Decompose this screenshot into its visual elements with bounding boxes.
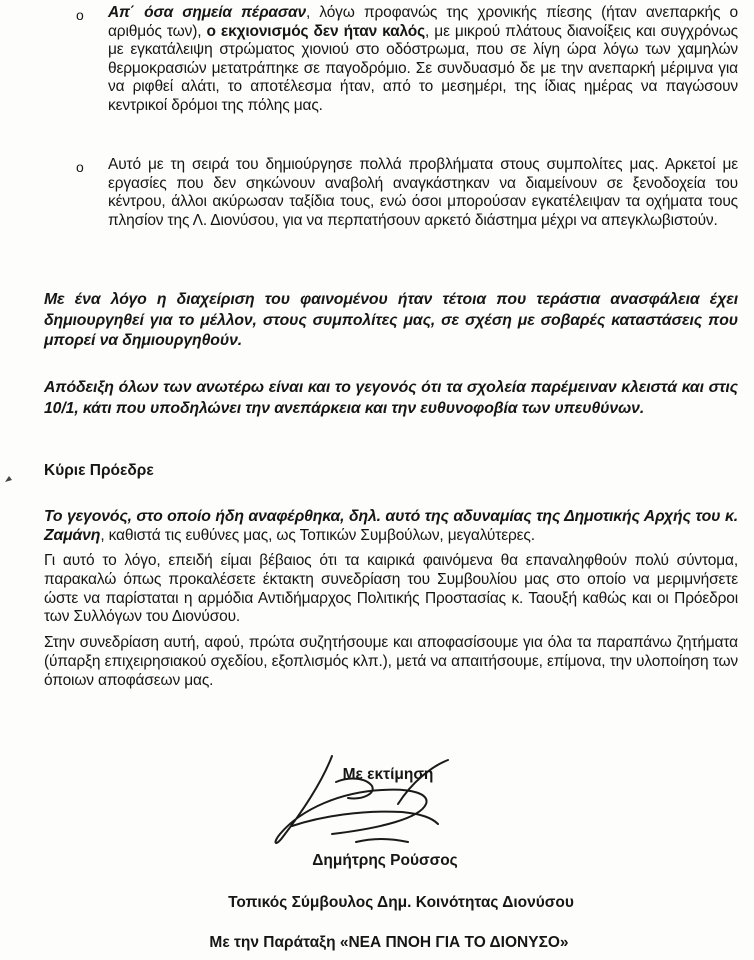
closing-paragraph-request: Γι αυτό το λόγο, επειδή είμαι βέβαιος ότι τα καιρικά φαινόμενα θα επαναληφθούν πολύ σύντομα, παρακαλώ όπως προκαλέσετε έκτακτη συνεδρίαση του Συμβουλίου μας στο οποίο να μεριμνήσετε ώστε να παρίσταται η αρμόδια Αντιδήμαρχος Πολιτικής Προστασίας κ. Ταουξή καθώς και οι Πρόεδροι των Συλλόγων του Διονύσου. xyxy=(44,552,738,626)
signer-faction: Με την Παράταξη «ΝΕΑ ΠΝΟΗ ΓΙΑ ΤΟ ΔΙΟΝΥΣΟ» xyxy=(209,934,569,951)
closing-bold: Το γεγονός, στο οποίο ήδη αναφέρθηκα, δηλ. αυτό της αδυναμίας της Δημοτικής Αρχής του κ. Ζαμάνη xyxy=(44,508,738,544)
bullet-marker: o xyxy=(76,7,84,23)
bullet-item-problems: Αυτό με τη σειρά του δημιούργησε πολλά προβλήματα στους συμπολίτες μας. Αρκετοί με εργασίες που δεν σηκώνουν αναβολή αναγκάστηκαν να διαμείνουν σε ξενοδοχεία του κέντρου, άλλοι ακύρωσαν ταξίδια τους, ενώ όσοι μπορούσαν εγκατέλειψαν τα οχήματα τους πλησίον της Λ. Διονύσου, για να περπατήσουν αρκετό διάστημα μέχρι να απεγκλωβιστούν. xyxy=(108,156,738,229)
bullet-mid-bold: ο εκχιονισμός δεν ήταν καλός xyxy=(206,22,426,40)
closing-text: , καθιστά τις ευθύνες μας, ως Τοπικών Συμβούλων, μεγαλύτερες. xyxy=(100,526,535,544)
margin-mark xyxy=(4,474,14,484)
bullet-text: , λόγω προφανώς της χρονικής πίεσης (ήταν ανεπαρκής ο αριθμός των), xyxy=(108,4,738,40)
paragraph-schools: Απόδειξη όλων των ανωτέρω είναι και το γεγονός ότι τα σχολεία παρέμειναν κλειστά και στις 10/1, κάτι που υποδηλώνει την ανεπάρκεια και την ευθυνοφοβία των υπευθύνων. xyxy=(44,379,738,417)
signer-name: Δημήτρης Ρούσσος xyxy=(312,852,458,869)
salutation: Κύριε Πρόεδρε xyxy=(44,462,154,479)
paragraph-safety: Με ένα λόγο η διαχείριση του φαινομένου ήταν τέτοια που τεράστια ανασφάλεια έχει δημιουργηθεί για το μέλλον, στους συμπολίτες μας, σε σχέση με σοβαρές καταστάσεις που μπορεί να δημιουργηθούν. xyxy=(44,291,738,349)
signer-title: Τοπικός Σύμβουλος Δημ. Κοινότητας Διονύσου xyxy=(228,894,574,911)
handwritten-signature xyxy=(262,742,462,852)
bullet-marker: o xyxy=(76,159,84,175)
closing-paragraph-meeting: Στην συνεδρίαση αυτή, αφού, πρώτα συζητήσουμε και αποφασίσουμε για όλα τα παραπάνω ζητήματα (ύπαρξη επιχειρησιακού σχεδίου, εξοπλισμός κλπ.), μετά να απαιτήσουμε, επίμονα, την υλοποίηση των όποιων αποφάσεων μας. xyxy=(44,634,738,689)
sign-off: Με εκτίμηση xyxy=(342,766,434,783)
bullet-item-snow-clearing xyxy=(108,4,738,116)
closing-paragraph-responsibility xyxy=(44,508,738,546)
bullet-lead-bold: Απ΄ όσα σημεία πέρασαν xyxy=(108,4,306,21)
bullet-text: , με μικρού πλάτους διανοίξεις και συγχρόνως με εγκατάλειψη στρώματος χιονιού στο οδόστρωμα, που σε λίγη ώρα λόγω των χαμηλών θερμοκρασιών μετατράπηκε σε παγοδρόμιο. Σε συνδυασμό δε με την ανεπαρκή μέριμνα για να ριφθεί αλάτι, το αποτέλεσμα ήταν, από το μεσημέρι, της ίδιας ημέρας να παγώσουν κεντρικοί δρόμοι της πόλης μας. xyxy=(108,22,738,114)
